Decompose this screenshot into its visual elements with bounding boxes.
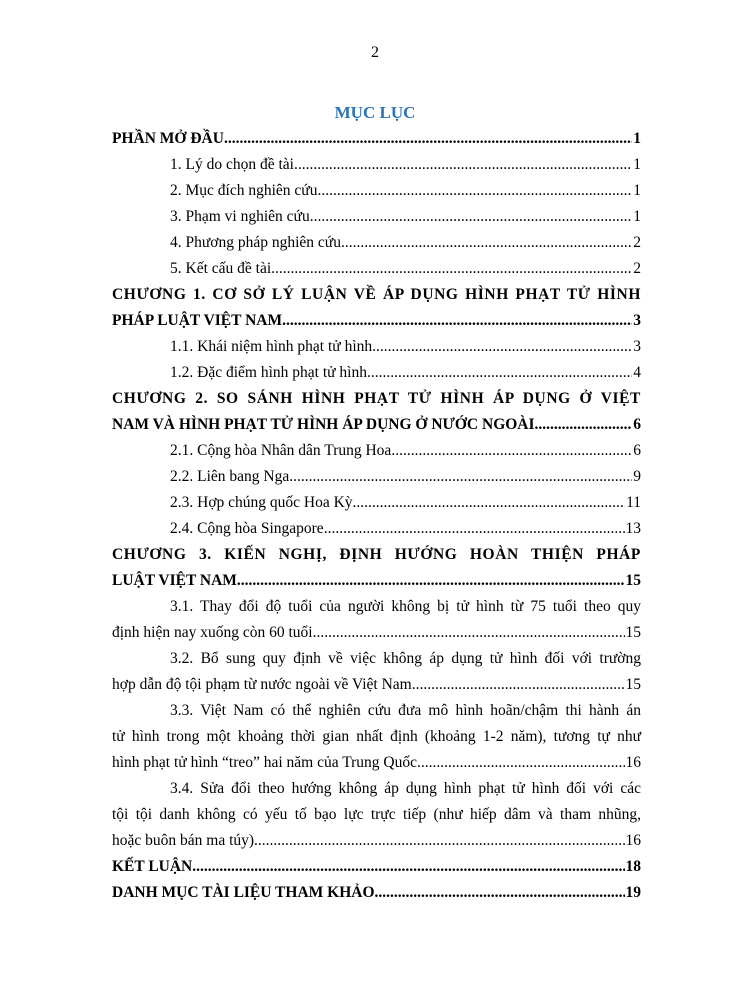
toc-entry-page-number: 16 (625, 754, 641, 771)
toc-entry[interactable] (112, 542, 641, 594)
toc-entry-page-number: 6 (633, 416, 641, 433)
toc-entry[interactable] (112, 516, 641, 542)
toc-entry-page-number: 15 (625, 676, 641, 693)
toc-entry-label: 4. Phương pháp nghiên cứu (170, 234, 341, 251)
toc-entry-line: tử hình trong một khoảng thời gian nhất định (khoảng 1-2 năm), tương tự như (112, 728, 641, 745)
toc-entry-line: tội tội danh không có yếu tố bạo lực trực tiếp (như hiếp dâm và tham nhũng, (112, 806, 641, 823)
toc-entry-page-number: 3 (633, 338, 641, 355)
dot-leader (317, 178, 632, 204)
toc-entry[interactable] (112, 230, 641, 256)
dot-leader (353, 490, 626, 516)
toc-entry[interactable] (112, 854, 641, 880)
toc-entry-line: CHƯƠNG 3. KIẾN NGHỊ, ĐỊNH HƯỚNG HOÀN THIỆN PHÁP (112, 546, 641, 563)
toc-entry[interactable] (112, 490, 641, 516)
dot-leader (375, 880, 625, 906)
toc-entry-label: 1.1. Khái niệm hình phạt tử hình (170, 338, 373, 355)
toc-entry[interactable] (112, 256, 641, 282)
dot-leader (224, 126, 632, 152)
toc-entry-line: CHƯƠNG 1. CƠ SỞ LÝ LUẬN VỀ ÁP DỤNG HÌNH PHẠT TỬ HÌNH (112, 286, 641, 303)
toc-entry-page-number: 15 (625, 572, 641, 589)
toc-entry-page-number: 6 (633, 442, 641, 459)
toc-entry-row (112, 152, 641, 178)
dot-leader (282, 308, 632, 334)
dot-leader (313, 620, 625, 646)
toc-entry-row (112, 438, 641, 464)
dot-leader (367, 360, 632, 386)
toc-entry-line: CHƯƠNG 2. SO SÁNH HÌNH PHẠT TỬ HÌNH ÁP DỤNG Ở VIỆT (112, 390, 641, 407)
toc-entry-row (112, 412, 641, 438)
toc-entry-row (112, 620, 641, 646)
dot-leader (324, 516, 625, 542)
dot-leader (294, 152, 632, 178)
dot-leader (289, 464, 632, 490)
toc-entry-line: 3.3. Việt Nam có thể nghiên cứu đưa mô hình hoãn/chậm thi hành án (170, 702, 641, 719)
dot-leader (372, 334, 632, 360)
dot-leader (341, 230, 632, 256)
toc-entry-label: NAM VÀ HÌNH PHẠT TỬ HÌNH ÁP DỤNG Ở NƯỚC NGOÀI (112, 416, 535, 433)
toc-entry-row (112, 880, 641, 906)
toc-entry-label: 2.3. Hợp chúng quốc Hoa Kỳ (170, 494, 353, 511)
toc-entry-row (112, 490, 641, 516)
toc-entry-label: hợp dẫn độ tội phạm từ nước ngoài về Việt Nam (112, 676, 412, 693)
toc-title: MỤC LỤC (334, 103, 416, 122)
page-number: 2 (371, 44, 379, 61)
toc-entry-page-number: 16 (625, 832, 641, 849)
toc-entry-row (112, 672, 641, 698)
toc-entry-page-number: 19 (625, 884, 641, 901)
toc-entry[interactable] (112, 282, 641, 334)
toc-entry-label: DANH MỤC TÀI LIỆU THAM KHẢO (112, 884, 375, 901)
toc-entry-page-number: 3 (633, 312, 641, 329)
toc-entry-line: 3.1. Thay đổi độ tuổi của người không bị tử hình từ 75 tuổi theo quy (170, 598, 641, 615)
toc-entry-page-number: 1 (633, 130, 641, 147)
toc-entry-page-number: 2 (633, 260, 641, 277)
toc-entry-row (112, 828, 641, 854)
dot-leader (237, 568, 625, 594)
toc-entry-row (112, 854, 641, 880)
toc-entry-row (112, 256, 641, 282)
dot-leader (535, 412, 633, 438)
toc-entry-page-number: 18 (625, 858, 641, 875)
toc-entry-row (112, 750, 641, 776)
toc-entry-page-number: 1 (633, 182, 641, 199)
toc-entry[interactable] (112, 438, 641, 464)
toc-entry-label: định hiện nay xuống còn 60 tuổi (112, 624, 313, 641)
toc-entry-label: KẾT LUẬN (112, 858, 193, 875)
toc-entry-page-number: 13 (625, 520, 641, 537)
toc-entry-label: 1. Lý do chọn đề tài (170, 156, 294, 173)
toc-entry-row (112, 126, 641, 152)
toc-entry-label: PHẦN MỞ ĐẦU (112, 130, 224, 147)
toc-entry-line: 3.4. Sửa đổi theo hướng không áp dụng hình phạt tử hình đối với các (170, 780, 641, 797)
toc-entry-label: hoặc buôn bán ma túy) (112, 832, 255, 849)
toc-entry-page-number: 11 (626, 494, 641, 511)
toc-entry-label: hình phạt tử hình “treo” hai năm của Trung Quốc (112, 754, 417, 771)
toc-entry-row (112, 360, 641, 386)
toc-entry-label: PHÁP LUẬT VIỆT NAM (112, 312, 283, 329)
toc-entry-row (112, 178, 641, 204)
toc-entry[interactable] (112, 464, 641, 490)
toc-entry-label: 1.2. Đặc điểm hình phạt tử hình (170, 364, 367, 381)
toc-entry-line: 3.2. Bổ sung quy định về việc không áp dụng tử hình đối với trường (170, 650, 641, 667)
toc-entry-row (112, 204, 641, 230)
toc-entry-page-number: 9 (633, 468, 641, 485)
toc-entry-label: 5. Kết cấu đề tài (170, 260, 272, 277)
toc-entry-row (112, 230, 641, 256)
toc-entry-page-number: 15 (625, 624, 641, 641)
toc-entry-label: 2.2. Liên bang Nga (170, 468, 290, 485)
toc-entry[interactable] (112, 334, 641, 360)
toc-entry[interactable] (112, 880, 641, 906)
toc-entry[interactable] (112, 360, 641, 386)
toc-entry-label: LUẬT VIỆT NAM (112, 572, 237, 589)
toc-entry-label: 2. Mục đích nghiên cứu (170, 182, 318, 199)
dot-leader (192, 854, 624, 880)
toc-entry[interactable] (112, 204, 641, 230)
toc-entry-row (112, 308, 641, 334)
toc-entry-row (112, 464, 641, 490)
toc-entry-label: 2.1. Cộng hòa Nhân dân Trung Hoa (170, 442, 392, 459)
toc-entry-label: 3. Phạm vi nghiên cứu (170, 208, 310, 225)
toc-entry-page-number: 1 (633, 156, 641, 173)
dot-leader (310, 204, 633, 230)
toc-entry-row (112, 516, 641, 542)
dot-leader (391, 438, 632, 464)
dot-leader (417, 750, 625, 776)
dot-leader (412, 672, 625, 698)
toc-entry[interactable] (112, 646, 641, 698)
toc-entry-label: 2.4. Cộng hòa Singapore (170, 520, 324, 537)
dot-leader (254, 828, 624, 854)
toc-entry[interactable] (112, 126, 641, 152)
dot-leader (271, 256, 632, 282)
toc-entry-page-number: 1 (633, 208, 641, 225)
toc-entry[interactable] (112, 594, 641, 646)
table-of-contents (112, 126, 641, 906)
toc-entry[interactable] (112, 776, 641, 854)
toc-entry[interactable] (112, 698, 641, 776)
toc-entry[interactable] (112, 152, 641, 178)
toc-entry-row (112, 334, 641, 360)
toc-entry-row (112, 568, 641, 594)
toc-entry-page-number: 4 (633, 364, 641, 381)
toc-entry[interactable] (112, 386, 641, 438)
toc-entry-page-number: 2 (633, 234, 641, 251)
toc-entry[interactable] (112, 178, 641, 204)
